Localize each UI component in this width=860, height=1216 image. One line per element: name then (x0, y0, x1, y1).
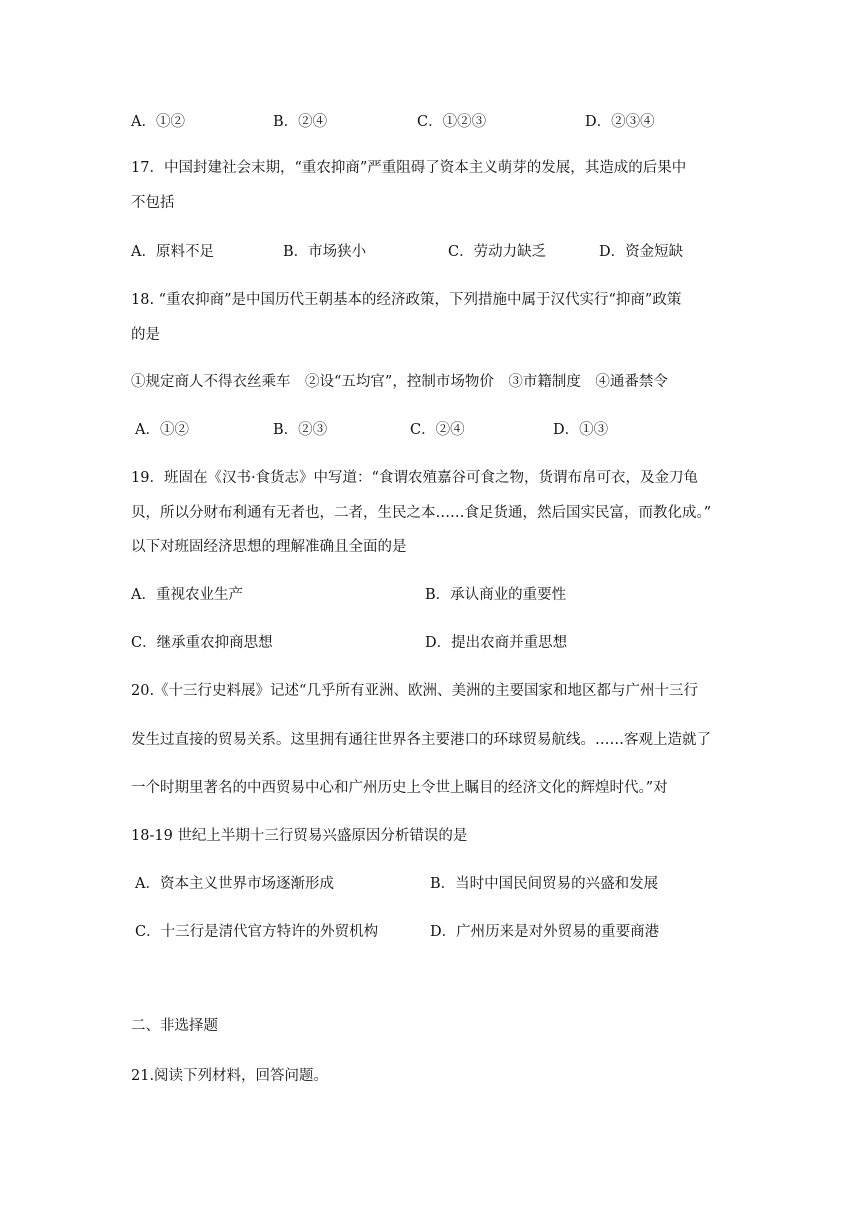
q20-stem-line4: 18-19 世纪上半期十三行贸易兴盛原因分析错误的是 (131, 828, 468, 844)
q20-option-c: C．十三行是清代官方特许的外贸机构 (135, 924, 379, 940)
q18-items: ①规定商人不得衣丝乘车 ②设“五均官”，控制市场物价 ③市籍制度 ④通番禁令 (131, 374, 668, 390)
q20-option-b: B．当时中国民间贸易的兴盛和发展 (430, 876, 659, 892)
q20-stem-line3: 一个时期里著名的中西贸易中心和广州历史上令世上瞩目的经济文化的辉煌时代。”对 (131, 780, 668, 796)
q18-option-b: B．②③ (273, 422, 328, 438)
q17-option-a: A．原料不足 (131, 244, 214, 260)
q17-option-c: C．劳动力缺乏 (448, 244, 547, 260)
q18-option-c: C．②④ (410, 422, 465, 438)
q18-option-a: A．①② (135, 422, 189, 438)
q17-option-d: D．资金短缺 (599, 244, 684, 260)
q17-option-b: B．市场狭小 (283, 244, 367, 260)
q19-option-a: A．重视农业生产 (131, 587, 243, 603)
q20-stem-line2: 发生过直接的贸易关系。这里拥有通往世界各主要港口的环球贸易航线。……客观上造就了 (131, 732, 711, 748)
q19-option-c: C．继承重农抑商思想 (131, 635, 273, 651)
q17-stem-line2: 不包括 (131, 195, 175, 211)
q20-stem-line1: 20.《十三行史料展》记述“几乎所有亚洲、欧洲、美洲的主要国家和地区都与广州十三行 (131, 683, 698, 699)
q19-option-b: B．承认商业的重要性 (425, 587, 567, 603)
q19-stem-line1: 19．班固在《汉书·食货志》中写道：“食谓农殖嘉谷可食之物，货谓布帛可衣，及金刀龟 (131, 470, 698, 486)
q19-stem-line3: 以下对班固经济思想的理解准确且全面的是 (131, 539, 407, 555)
q19-option-d: D．提出农商并重思想 (425, 635, 568, 651)
q16-option-c: C．①②③ (417, 114, 487, 130)
q16-option-b: B．②④ (273, 114, 328, 130)
q18-stem-line2: 的是 (131, 327, 160, 343)
q16-option-a: A．①② (131, 114, 185, 130)
q18-option-d: D．①③ (553, 422, 609, 438)
section-heading: 二、非选择题 (131, 1018, 218, 1034)
q21-stem: 21.阅读下列材料，回答问题。 (131, 1068, 329, 1084)
q19-stem-line2: 贝，所以分财布利通有无者也，二者，生民之本……食足货通，然后国实民富，而教化成。” (131, 505, 712, 521)
q17-stem-line1: 17．中国封建社会末期，“重农抑商”严重阻碍了资本主义萌芽的发展，其造成的后果中 (131, 160, 687, 176)
q20-option-d: D．广州历来是对外贸易的重要商港 (430, 924, 660, 940)
q16-option-d: D．②③④ (585, 114, 655, 130)
q18-stem-line1: 18. “重农抑商”是中国历代王朝基本的经济政策，下列措施中属于汉代实行“抑商”政策 (131, 292, 682, 308)
q20-option-a: A．资本主义世界市场逐渐形成 (135, 876, 334, 892)
